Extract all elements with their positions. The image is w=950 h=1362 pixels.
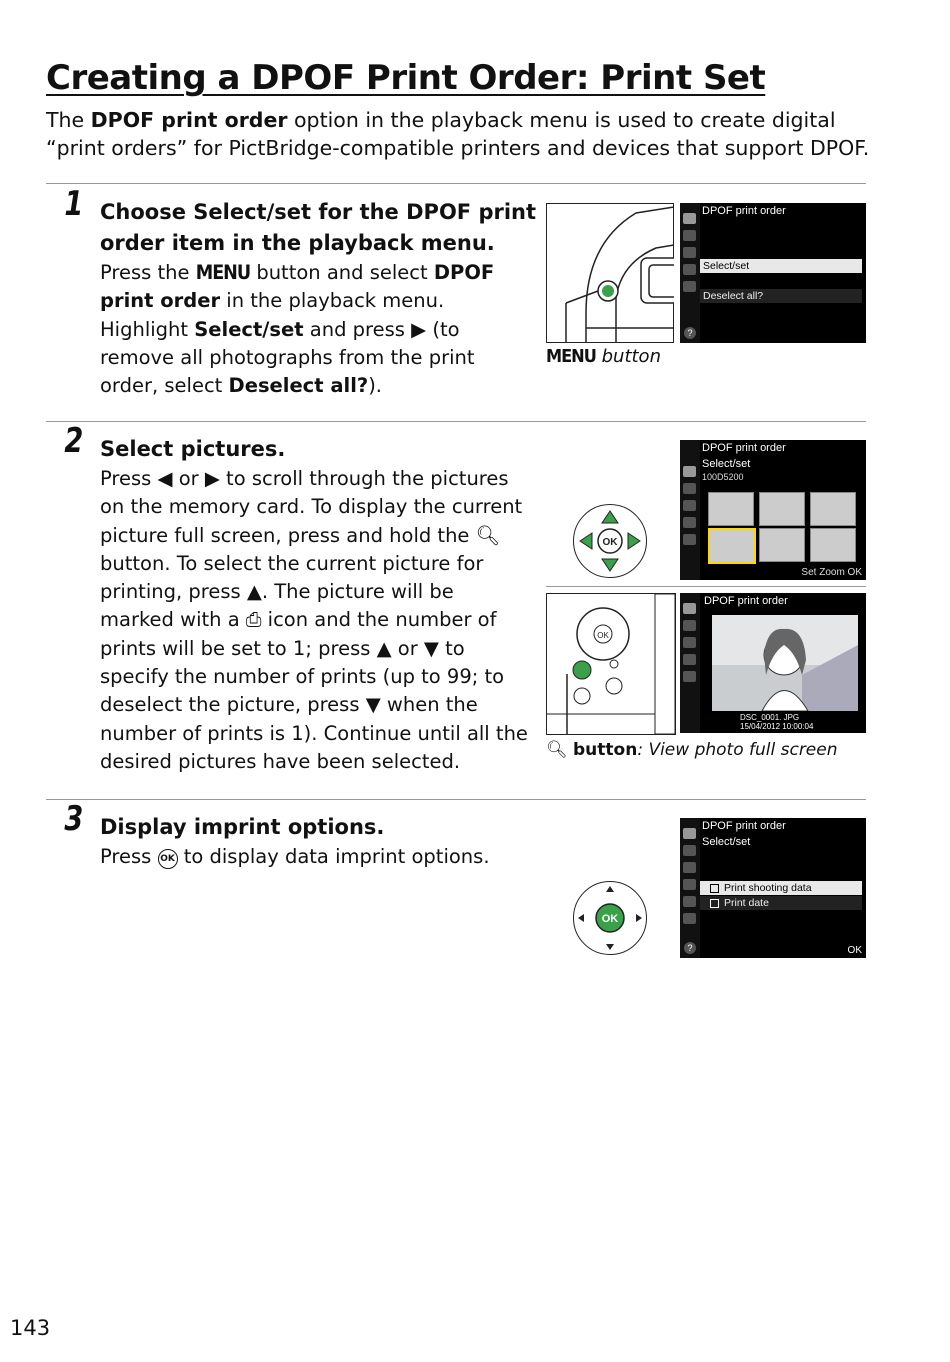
thumbnail[interactable] (759, 492, 805, 526)
intro-bold: DPOF print order (90, 108, 288, 132)
retouch-icon (683, 671, 696, 682)
page-title: Creating a DPOF Print Order: Print Set (46, 58, 766, 98)
step-body: Press OK to display data imprint options. (100, 845, 490, 868)
menu-item-select-set[interactable]: Select/set (700, 259, 862, 273)
screen-header: DPOF print order (704, 595, 788, 607)
thumbnail-select-screen (680, 440, 866, 580)
help-icon: ? (684, 942, 696, 954)
thumbnail[interactable] (759, 528, 805, 562)
photo-info (740, 713, 813, 731)
checkbox-icon[interactable] (710, 884, 719, 893)
camera-back-illustration (546, 203, 674, 343)
retouch-icon (683, 281, 696, 292)
thumbnail-selected[interactable] (708, 528, 756, 564)
wrench-icon (683, 517, 696, 528)
playback-icon (683, 828, 696, 839)
camera-back-illustration (546, 593, 676, 735)
pencil-icon (683, 862, 696, 873)
playback-icon (683, 603, 696, 614)
intro-paragraph: The DPOF print order option in the playback menu is used to create digital “print orders” for PictBridge-compatible printers and devices that support DPOF. (46, 108, 870, 160)
thumbnail[interactable] (810, 528, 856, 562)
pencil-icon (683, 247, 696, 258)
menu-sidebar (680, 818, 700, 958)
step-number: 1 (64, 184, 84, 224)
thumbnail[interactable] (708, 492, 754, 526)
date-time: 15/04/2012 10:00:04 (740, 722, 814, 731)
ok-button-icon: OK (158, 849, 178, 869)
menu-sidebar (680, 203, 700, 343)
photo-preview (712, 615, 858, 711)
camera-icon (683, 230, 696, 241)
step-title: Choose Select/set for the DPOF print order item in the playback menu. (100, 200, 537, 255)
screen-footer: OK (847, 945, 862, 956)
checkbox-icon[interactable] (710, 899, 719, 908)
multi-selector-ok-icon (574, 882, 646, 954)
retouch-icon (683, 534, 696, 545)
camera-icon (683, 483, 696, 494)
playback-icon (683, 213, 696, 224)
screen-sub: Select/set (702, 836, 751, 848)
step-number: 3 (64, 799, 84, 839)
divider (46, 799, 866, 800)
zoom-magnifier-icon: 🔍︎ (546, 740, 573, 760)
file-name: DSC_0001. JPG (740, 713, 800, 722)
svg-text:OK: OK (597, 631, 609, 640)
svg-text:OK: OK (601, 913, 619, 925)
recent-icon (683, 913, 696, 924)
dpof-menu-screen (680, 203, 866, 343)
multi-selector[interactable] (573, 504, 647, 578)
menu-item-deselect-all[interactable]: Deselect all? (700, 289, 862, 303)
zoom-button-caption: 🔍︎ button: View photo full screen (546, 740, 838, 760)
retouch-icon (683, 896, 696, 907)
divider (46, 183, 866, 184)
camera-drawing-icon (546, 203, 674, 343)
page-number: 143 (10, 1316, 51, 1340)
wrench-icon (683, 264, 696, 275)
imprint-options-screen (680, 818, 866, 958)
menu-button-icon: MENU (195, 261, 251, 284)
divider (546, 586, 866, 587)
multi-selector-arrows-icon (574, 505, 646, 577)
multi-selector[interactable] (573, 881, 647, 955)
menu-button-icon: MENU (546, 346, 596, 367)
full-frame-playback-screen (680, 593, 866, 733)
screen-sub: Select/set (702, 458, 751, 470)
divider (46, 421, 866, 422)
portrait-photo-icon (712, 615, 858, 711)
screen-header: DPOF print order (702, 442, 786, 454)
step-body: Press ◀ or ▶ to scroll through the pictures on the memory card. To display the current picture full screen, press and hold the 🔍︎ button. To select the current picture for printing, press ▲. The picture will be marked with a ⎙ icon and the number of prints will be set to 1; press ▲ or ▼ to specify the number of prints (up to 99; to deselect the picture, press ▼ when the number of prints is 1). Continue until all the desired pictures have been selected. (100, 467, 528, 773)
camera-zoom-button-drawing-icon (547, 594, 675, 734)
thumbnail[interactable] (810, 492, 856, 526)
menu-button-caption: MENU button (546, 346, 661, 367)
pencil-icon (683, 500, 696, 511)
screen-header: DPOF print order (702, 820, 786, 832)
screen-header: DPOF print order (702, 205, 786, 217)
wrench-icon (683, 654, 696, 665)
option-print-date[interactable]: Print date (700, 896, 862, 910)
svg-text:OK: OK (602, 537, 618, 548)
step-title: Select pictures. (100, 437, 286, 461)
help-icon: ? (684, 327, 696, 339)
step-body: Press the MENU button and select DPOF print order in the playback menu. Highlight Select/set and press ▶ (to remove all photographs from the print order, select Deselect all?). (100, 261, 495, 398)
step-number: 2 (64, 421, 84, 461)
option-print-shooting-data[interactable]: Print shooting data (700, 881, 862, 895)
camera-icon (683, 620, 696, 631)
folder-label: 100D5200 (702, 472, 744, 482)
screen-footer: Set Zoom OK (801, 567, 862, 578)
playback-icon (683, 466, 696, 477)
camera-icon (683, 845, 696, 856)
menu-sidebar (680, 593, 700, 733)
pencil-icon (683, 637, 696, 648)
wrench-icon (683, 879, 696, 890)
menu-sidebar (680, 440, 700, 580)
step-title: Display imprint options. (100, 815, 385, 839)
